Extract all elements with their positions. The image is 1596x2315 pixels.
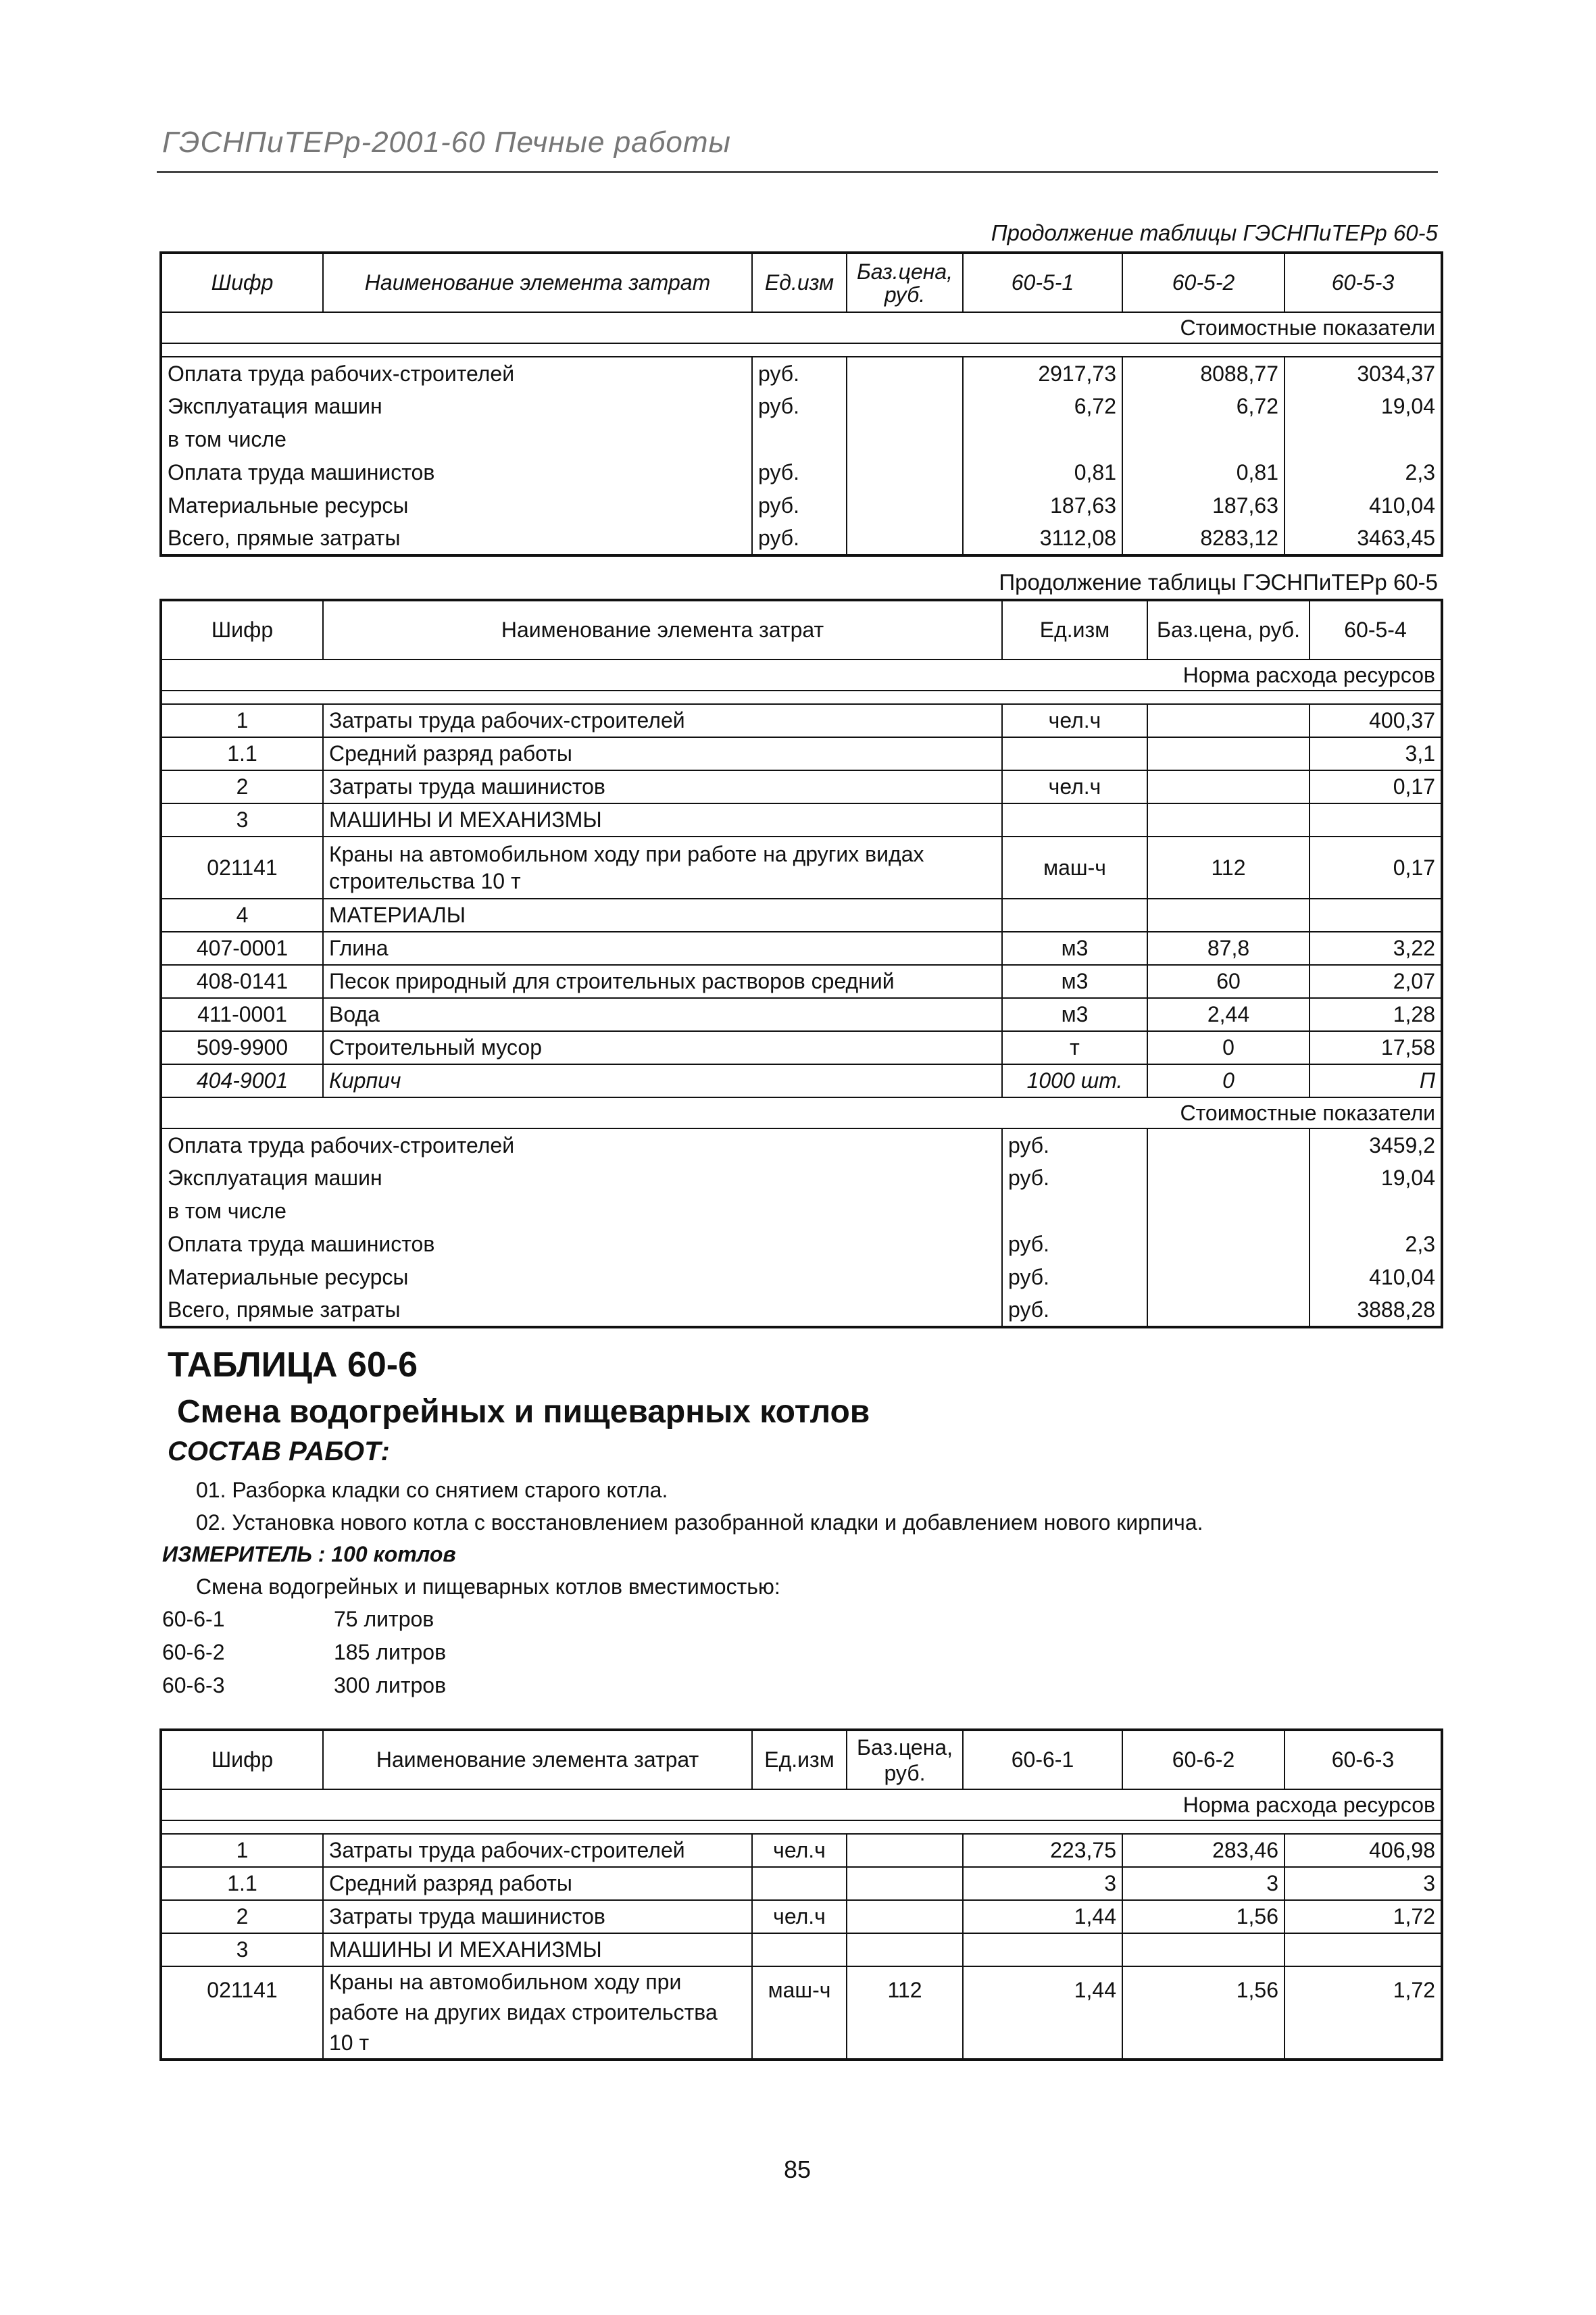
table2-cost-unit: руб. [1002,1228,1147,1261]
table3-header-col2: 60-6-2 [1122,1730,1285,1789]
table2-row-code: 2 [161,770,323,803]
table3-row-price [847,1933,963,1966]
variant-desc: 75 литров [334,1607,434,1631]
table3-header-col1: 60-6-1 [963,1730,1122,1789]
table2-row-price: 2,44 [1147,998,1310,1031]
table2-row-code: 1.1 [161,737,323,770]
table1-row-name: Оплата труда машинистов [161,456,752,489]
table2-cost-value: 3459,2 [1310,1128,1442,1162]
table1-row-v3: 3463,45 [1285,522,1442,555]
table2-caption: Продолжение таблицы ГЭСНПиТЕРр 60-5 [999,570,1438,595]
table1-row-v1: 2917,73 [963,357,1122,390]
table1-row-unit: руб. [752,489,847,522]
table2-cost-price [1147,1195,1310,1228]
table1-row-v2: 0,81 [1122,456,1285,489]
table3-row-price [847,1834,963,1867]
table1-row-price [847,423,963,456]
table3-row-name: МАШИНЫ И МЕХАНИЗМЫ [323,1933,752,1966]
table3-row-v3: 1,72 [1285,1966,1442,2060]
table2-header-price: Баз.цена, руб. [1147,600,1310,659]
table2-cost-name: Оплата труда машинистов [161,1228,1002,1261]
table2-cost-name: Эксплуатация машин [161,1162,1002,1195]
table2-row-code: 407-0001 [161,932,323,965]
table1 [159,251,1443,557]
table1-caption: Продолжение таблицы ГЭСНПиТЕРр 60-5 [991,220,1438,245]
table3-norm-label: Норма расхода ресурсов [161,1789,1442,1820]
table3-row-v1: 223,75 [963,1834,1122,1867]
table1-row-v1 [963,423,1122,456]
table2-row-code: 411-0001 [161,998,323,1031]
table2-row-unit: чел.ч [1002,704,1147,737]
section-subtitle: Смена водогрейных и пищеварных котлов [177,1394,870,1430]
variant-desc: 300 литров [334,1673,447,1697]
work-item: 01. Разборка кладки со снятием старого котла. [196,1478,668,1502]
table1-row-name: Всего, прямые затраты [161,522,752,555]
table1-row-v3 [1285,423,1442,456]
table3-row-code: 3 [161,1933,323,1966]
table2-row-unit: м3 [1002,965,1147,998]
variant-code: 60-6-1 [162,1607,225,1631]
table3-row-v1: 1,44 [963,1966,1122,2060]
table2-row-unit [1002,737,1147,770]
table2-header-code: Шифр [161,600,323,659]
table2-row-name: МАШИНЫ И МЕХАНИЗМЫ [323,803,1002,837]
table1-row-unit: руб. [752,357,847,390]
work-heading: СОСТАВ РАБОТ: [168,1437,390,1466]
table2-row-code: 1 [161,704,323,737]
table2-row-unit: маш-ч [1002,837,1147,899]
table3-row-unit [752,1867,847,1900]
table3-row-v1 [963,1933,1122,1966]
table2-cost-name: Материальные ресурсы [161,1261,1002,1294]
table2-row-name: Песок природный для строительных растворов средний [323,965,1002,998]
table1-row-price [847,456,963,489]
variant-code: 60-6-2 [162,1640,225,1664]
table1-row-v2: 187,63 [1122,489,1285,522]
table1-row-unit: руб. [752,522,847,555]
table1-header-col1: 60-5-1 [963,253,1122,312]
table3-row-v3: 3 [1285,1867,1442,1900]
table2-row-name: Средний разряд работы [323,737,1002,770]
table2-row-unit [1002,803,1147,837]
table1-spacer [161,343,1442,357]
table2-row-unit: м3 [1002,932,1147,965]
table2-row-value [1310,803,1442,837]
table3-row-v3: 406,98 [1285,1834,1442,1867]
table3-header-code: Шифр [161,1730,323,1789]
table2-spacer [161,691,1442,704]
table1-row-v3: 19,04 [1285,390,1442,423]
table2-header-unit: Ед.изм [1002,600,1147,659]
table2-row-price [1147,737,1310,770]
table1-row-name: Эксплуатация машин [161,390,752,423]
table2-row-unit: чел.ч [1002,770,1147,803]
table3-row-unit: чел.ч [752,1900,847,1933]
table3-row-unit [752,1933,847,1966]
table2-row-price: 60 [1147,965,1310,998]
table1-row-v1: 6,72 [963,390,1122,423]
table1-row-price [847,522,963,555]
table1-row-name: в том числе [161,423,752,456]
table2-row-price: 87,8 [1147,932,1310,965]
table2-row-name: Затраты труда машинистов [323,770,1002,803]
table3-row-unit: чел.ч [752,1834,847,1867]
table2-cost-name: Оплата труда рабочих-строителей [161,1128,1002,1162]
table1-row-unit [752,423,847,456]
table1-row-v2: 6,72 [1122,390,1285,423]
work-item: 02. Установка нового котла с восстановлением разобранной кладки и добавлением нового кирпича. [196,1510,1203,1535]
table2-row-price [1147,770,1310,803]
running-header-text: ГЭСНПиТЕРр-2001-60 Печные работы [162,126,731,159]
table1-row-v3: 3034,37 [1285,357,1442,390]
table1-row-v2 [1122,423,1285,456]
table2-cost-unit: руб. [1002,1128,1147,1162]
table2-row-unit: 1000 шт. [1002,1064,1147,1097]
table3-row-name: Затраты труда рабочих-строителей [323,1834,752,1867]
table2-row-value: 3,22 [1310,932,1442,965]
table1-row-name: Материальные ресурсы [161,489,752,522]
variant-desc: 185 литров [334,1640,447,1664]
table2-row-unit: м3 [1002,998,1147,1031]
table2-norm-label: Норма расхода ресурсов [161,659,1442,691]
table1-header-name: Наименование элемента затрат [323,253,752,312]
table2-row-code: 021141 [161,837,323,899]
table2-row-code: 408-0141 [161,965,323,998]
table1-row-price [847,489,963,522]
table2-cost-value: 19,04 [1310,1162,1442,1195]
table3-row-v3: 1,72 [1285,1900,1442,1933]
table3-header-col3: 60-6-3 [1285,1730,1442,1789]
table3-row-name: Средний разряд работы [323,1867,752,1900]
table2-row-value: 1,28 [1310,998,1442,1031]
variant-code: 60-6-3 [162,1673,225,1697]
table3-row-v1: 3 [963,1867,1122,1900]
table1-row-v1: 3112,08 [963,522,1122,555]
table2-row-price: 112 [1147,837,1310,899]
table1-row-price [847,390,963,423]
table1-row-name: Оплата труда рабочих-строителей [161,357,752,390]
meter: ИЗМЕРИТЕЛЬ : 100 котлов [162,1542,456,1566]
table3-row-v2: 3 [1122,1867,1285,1900]
table2-cost-name: в том числе [161,1195,1002,1228]
table2-row-name: Глина [323,932,1002,965]
table2-row-name: МАТЕРИАЛЫ [323,899,1002,932]
table2-row-value: 17,58 [1310,1031,1442,1064]
table3-row-code: 2 [161,1900,323,1933]
table1-section-label: Стоимостные показатели [161,312,1442,343]
table3-spacer [161,1820,1442,1834]
table3-header-price: Баз.цена, руб. [847,1730,963,1789]
variants-intro: Смена водогрейных и пищеварных котлов вместимостью: [196,1574,780,1599]
table1-row-v3: 410,04 [1285,489,1442,522]
table2-row-name: Вода [323,998,1002,1031]
table3-row-name: Затраты труда машинистов [323,1900,752,1933]
table2-row-price [1147,803,1310,837]
table2-row-price [1147,704,1310,737]
table3-row-v2: 1,56 [1122,1900,1285,1933]
table3-row-price: 112 [847,1966,963,2060]
table2-row-name: Строительный мусор [323,1031,1002,1064]
table2-cost-price [1147,1128,1310,1162]
table3-row-price [847,1867,963,1900]
table2-row-value: 0,17 [1310,770,1442,803]
table2-row-code: 509-9900 [161,1031,323,1064]
table1-row-price [847,357,963,390]
table2-row-name: Затраты труда рабочих-строителей [323,704,1002,737]
table3-row-code: 1.1 [161,1867,323,1900]
table1-row-unit: руб. [752,390,847,423]
table2-cost-price [1147,1261,1310,1294]
table2-row-value: 0,17 [1310,837,1442,899]
table3-row-name: Краны на автомобильном ходу при работе на других видах строительства 10 т [323,1966,752,2060]
table1-row-v1: 0,81 [963,456,1122,489]
table2-cost-price [1147,1294,1310,1327]
table3-row-code: 021141 [161,1966,323,2060]
table2-row-code: 404-9001 [161,1064,323,1097]
table2-cost-unit: руб. [1002,1294,1147,1327]
table2-row-name: Краны на автомобильном ходу при работе на других видах строительства 10 т [323,837,1002,899]
table3-row-price [847,1900,963,1933]
table3-row-v2: 283,46 [1122,1834,1285,1867]
table1-row-v1: 187,63 [963,489,1122,522]
table2-cost-price [1147,1228,1310,1261]
table1-header-price: Баз.цена, руб. [847,253,963,312]
table2-header-name: Наименование элемента затрат [323,600,1002,659]
table2-row-value: П [1310,1064,1442,1097]
table3-header-name: Наименование элемента затрат [323,1730,752,1789]
table1-row-v2: 8088,77 [1122,357,1285,390]
table2-cost-value [1310,1195,1442,1228]
table2-row-value: 2,07 [1310,965,1442,998]
table2-row-name: Кирпич [323,1064,1002,1097]
table2-cost-unit: руб. [1002,1261,1147,1294]
table1-header-col2: 60-5-2 [1122,253,1285,312]
table3-row-unit: маш-ч [752,1966,847,2060]
table2 [159,599,1443,1328]
table1-row-unit: руб. [752,456,847,489]
table2-row-price: 0 [1147,1031,1310,1064]
table3-row-v2 [1122,1933,1285,1966]
table-title: ТАБЛИЦА 60-6 [168,1345,418,1385]
table3-row-code: 1 [161,1834,323,1867]
table1-row-v3: 2,3 [1285,456,1442,489]
table2-cost-unit [1002,1195,1147,1228]
table3-header-unit: Ед.изм [752,1730,847,1789]
table3-row-v1: 1,44 [963,1900,1122,1933]
table2-row-price: 0 [1147,1064,1310,1097]
table2-cost-value: 410,04 [1310,1261,1442,1294]
table1-header-col3: 60-5-3 [1285,253,1442,312]
table2-row-unit: т [1002,1031,1147,1064]
table2-cost-label: Стоимостные показатели [161,1097,1442,1128]
table3-row-v3 [1285,1933,1442,1966]
table2-header-col1: 60-5-4 [1310,600,1442,659]
table2-row-value: 400,37 [1310,704,1442,737]
table2-row-code: 3 [161,803,323,837]
table2-row-code: 4 [161,899,323,932]
table2-row-price [1147,899,1310,932]
table1-header-code: Шифр [161,253,323,312]
table2-cost-value: 2,3 [1310,1228,1442,1261]
table2-cost-price [1147,1162,1310,1195]
table2-cost-value: 3888,28 [1310,1294,1442,1327]
table2-row-value: 3,1 [1310,737,1442,770]
page-number: 85 [783,2156,812,2183]
table3-row-v2: 1,56 [1122,1966,1285,2060]
table2-cost-name: Всего, прямые затраты [161,1294,1002,1327]
running-header [157,122,1438,173]
table2-cost-unit: руб. [1002,1162,1147,1195]
table2-row-value [1310,899,1442,932]
table1-row-v2: 8283,12 [1122,522,1285,555]
table3 [159,1728,1443,2061]
table1-header-unit: Ед.изм [752,253,847,312]
table2-row-unit [1002,899,1147,932]
